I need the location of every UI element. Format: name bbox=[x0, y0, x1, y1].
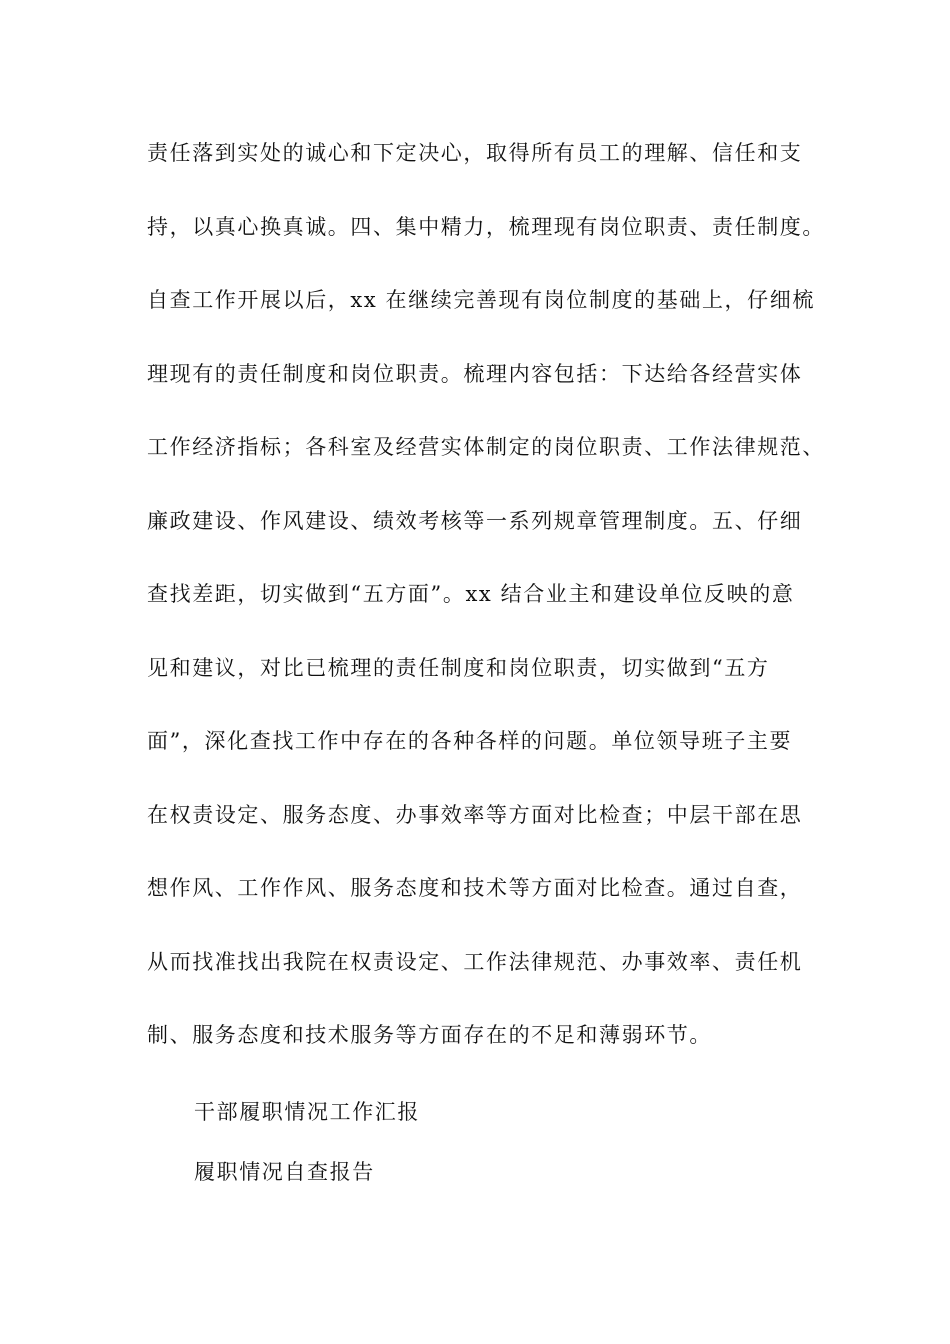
body-paragraph bbox=[147, 130, 827, 1086]
text-line: 制、服务态度和技术服务等方面存在的不足和薄弱环节。 bbox=[147, 1023, 712, 1047]
text-line: 面”，深化查找工作中存在的各种各样的问题。单位领导班子主要 bbox=[147, 729, 793, 753]
text-line: 理现有的责任制度和岗位职责。梳理内容包括：下达给各经营实体 bbox=[147, 361, 803, 386]
text-line: 查找差距，切实做到“五方面”。xx 结合业主和建设单位反映的意 bbox=[147, 582, 795, 606]
text-line: 工作经济指标；各科室及经营实体制定的岗位职责、工作法律规范、 bbox=[147, 435, 825, 459]
text-line: 持，以真心换真诚。四、集中精力，梳理现有岗位职责、责任制度。 bbox=[147, 214, 825, 239]
text-line: 从而找准找出我院在权责设定、工作法律规范、办事效率、责任机 bbox=[147, 949, 803, 974]
related-link-work-report[interactable]: 干部履职情况工作汇报 bbox=[194, 1100, 420, 1124]
text-line: 责任落到实处的诚心和下定决心，取得所有员工的理解、信任和支 bbox=[147, 141, 803, 165]
text-line: 在权责设定、服务态度、办事效率等方面对比检查；中层干部在思 bbox=[147, 802, 803, 827]
text-line: 廉政建设、作风建设、绩效考核等一系列规章管理制度。五、仔细 bbox=[147, 508, 803, 533]
text-line: 见和建议，对比已梳理的责任制度和岗位职责，切实做到“五方 bbox=[147, 655, 770, 680]
related-links bbox=[194, 1097, 420, 1217]
related-link-self-inspection-report[interactable]: 履职情况自查报告 bbox=[194, 1160, 375, 1184]
text-line: 自查工作开展以后，xx 在继续完善现有岗位制度的基础上，仔细梳 bbox=[147, 288, 815, 312]
text-line: 想作风、工作作风、服务态度和技术等方面对比检查。通过自查， bbox=[147, 876, 803, 900]
